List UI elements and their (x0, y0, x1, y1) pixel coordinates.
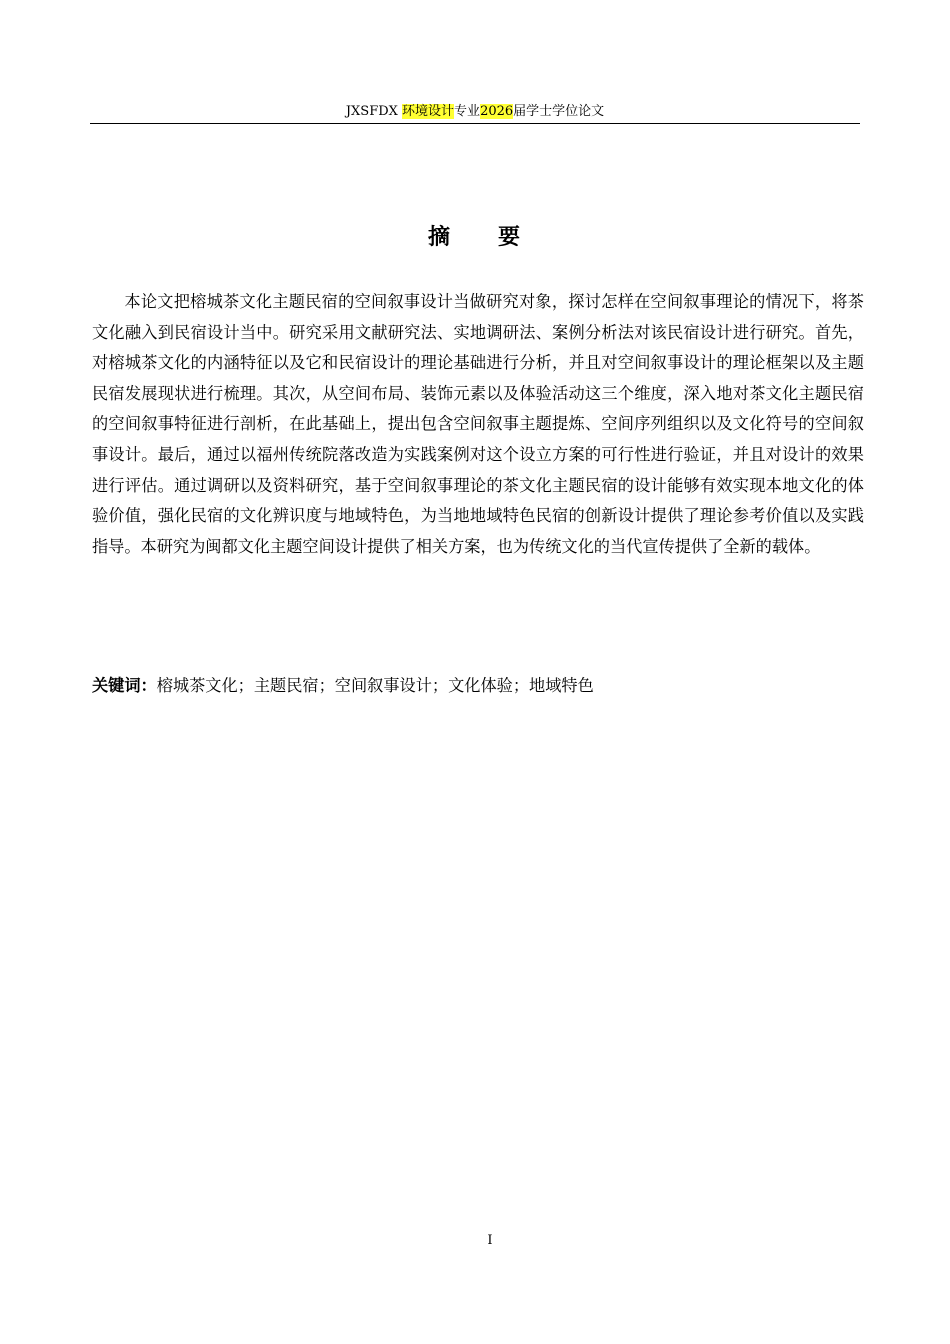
keywords-items: 榕城茶文化；主题民宿；空间叙事设计；文化体验；地域特色 (156, 676, 594, 695)
title-char-1: 摘 (427, 225, 452, 250)
header-major-highlight: 环境设计 (402, 104, 455, 119)
abstract-paragraph: 本论文把榕城茶文化主题民宿的空间叙事设计当做研究对象，探讨怎样在空间叙事理论的情况下，将茶文化融入到民宿设计当中。研究采用文献研究法、实地调研法、案例分析法对该民宿设计进行研究。首先，对榕城茶文化的内涵特征以及它和民宿设计的理论基础进行分析，并且对空间叙事设计的理论框架以及主题民宿发展现状进行梳理。其次，从空间布局、装饰元素以及体验活动这三个维度，深入地对茶文化主题民宿的空间叙事特征进行剖析，在此基础上，提出包含空间叙事主题提炼、空间序列组织以及文化符号的空间叙事设计。最后，通过以福州传统院落改造为实践案例对这个设立方案的可行性进行验证，并且对设计的效果进行评估。通过调研以及资料研究，基于空间叙事理论的茶文化主题民宿的设计能够有效实现本地文化的体验价值，强化民宿的文化辨识度与地域特色，为当地地域特色民宿的创新设计提供了理论参考价值以及实践指导。本研究为闽都文化主题空间设计提供了相关方案，也为传统文化的当代宣传提供了全新的载体。 (92, 292, 864, 556)
header-rule (90, 123, 860, 124)
header-mid: 专业 (454, 104, 481, 119)
keywords-label: 关键词： (92, 676, 157, 695)
running-header (90, 104, 860, 120)
page-title (90, 222, 860, 254)
header-prefix: JXSFDX (345, 104, 403, 119)
title-char-2: 要 (498, 225, 523, 250)
header-suffix: 届学士学位论文 (513, 104, 605, 119)
header-year-highlight: 2026 (480, 104, 514, 119)
keywords-line (92, 672, 862, 700)
page-number: I (487, 1233, 493, 1248)
